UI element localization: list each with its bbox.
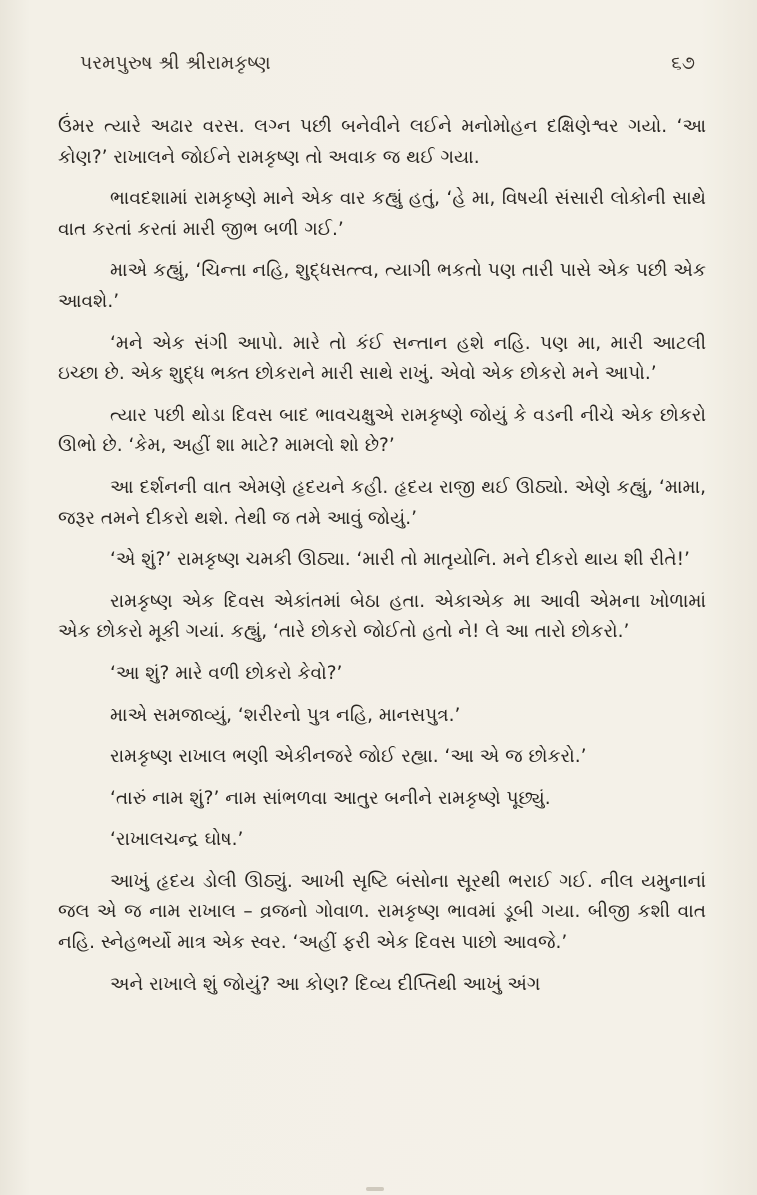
paragraph: ‘મને એક સંગી આપો. મારે તો કંઈ સન્તાન હશે નહિ. પણ મા, મારી આટલી ઇચ્છા છે. એક શુદ્ધ ભક્ત છોકરાને મારી સાથે રાખું. એવો એક છોકરો મને આપો.’ bbox=[58, 332, 706, 385]
paragraph: રામકૃષ્ણ રાખાલ ભણી એકીનજરે જોઈ રહ્યા. ‘આ એ જ છોકરો.’ bbox=[110, 746, 587, 768]
paper-mark bbox=[366, 1187, 384, 1191]
page-body bbox=[58, 112, 706, 1011]
paragraph: અને રાખાલે શું જોયું? આ કોણ? દિવ્ય દીપ્તિથી આખું અંગ bbox=[110, 973, 541, 995]
paragraph: ‘તારું નામ શું?’ નામ સાંભળવા આતુર બનીને રામકૃષ્ણે પૂછ્યું. bbox=[110, 787, 551, 809]
running-title: પરમપુરુષ શ્રી શ્રીરામકૃષ્ણ bbox=[80, 52, 271, 74]
paragraph: ‘આ શું? મારે વળી છોકરો કેવો?’ bbox=[110, 662, 343, 684]
paragraph: ત્યાર પછી થોડા દિવસ બાદ ભાવચક્ષુએ રામકૃષ્ણે જોયું કે વડની નીચે એક છોકરો ઊભો છે. ‘કેમ, અહીં શા માટે? મામલો શો છે?’ bbox=[58, 404, 706, 457]
paragraph: માએ સમજાવ્યું, ‘શરીરનો પુત્ર નહિ, માનસપુત્ર.’ bbox=[110, 704, 461, 726]
paragraph: માએ કહ્યું, ‘ચિન્તા નહિ, શુદ્ધસત્ત્વ, ત્યાગી ભકતો પણ તારી પાસે એક પછી એક આવશે.’ bbox=[58, 260, 706, 312]
paragraph: ઉંમર ત્યારે અઢાર વરસ. લગ્ન પછી બનેવીને લઈને મનોમોહન દક્ષિણેશ્વર ગયો. ‘આ કોણ?’ રાખાલને જોઈને રામકૃષ્ણ તો અવાક જ થઈ ગયા. bbox=[58, 116, 706, 168]
paragraph: ભાવદશામાં રામકૃષ્ણે માને એક વાર કહ્યું હતું, ‘હે મા, વિષયી સંસારી લોકોની સાથે વાત કરતાં કરતાં મારી જીભ બળી ગઈ.’ bbox=[58, 188, 706, 240]
paragraph: આ દર્શનની વાત એમણે હૃદયને કહી. હૃદય રાજી થઈ ઊઠ્યો. એણે કહ્યું, ‘મામા, જરૂર તમને દીકરો થશે. તેથી જ તમે આવું જોયું.’ bbox=[58, 476, 706, 529]
page-number: ૬૭ bbox=[671, 52, 695, 74]
paragraph: ‘એ શું?’ રામકૃષ્ણ ચમકી ઊઠ્યા. ‘મારી તો માતૃયોનિ. મને દીકરો થાય શી રીતે!’ bbox=[110, 549, 690, 571]
paragraph: આખું હૃદય ડોલી ઊઠ્યું. આખી સૃષ્ટિ બંસોના સૂરથી ભરાઈ ગઈ. નીલ યમુનાનાં જલ એ જ નામ રાખાલ – વ્રજનો ગોવાળ. રામકૃષ્ણ ભાવમાં ડૂબી ગયા. બીજી કશી વાત નહિ. સ્નેહભર્યો માત્ર એક સ્વર. ‘અહીં ફરી એક દિવસ પાછો આવજે.’ bbox=[58, 870, 706, 954]
page-header bbox=[80, 52, 695, 74]
paragraph: ‘રાખાલચન્દ્ર ઘોષ.’ bbox=[110, 829, 244, 851]
paragraph: રામકૃષ્ણ એક દિવસ એકાંતમાં બેઠા હતા. એકાએક મા આવી એમના ખોળામાં એક છોકરો મૂકી ગયાં. કહ્યું, ‘તારે છોકરો જોઈતો હતો ને! લે આ તારો છોકરો.’ bbox=[58, 590, 706, 643]
